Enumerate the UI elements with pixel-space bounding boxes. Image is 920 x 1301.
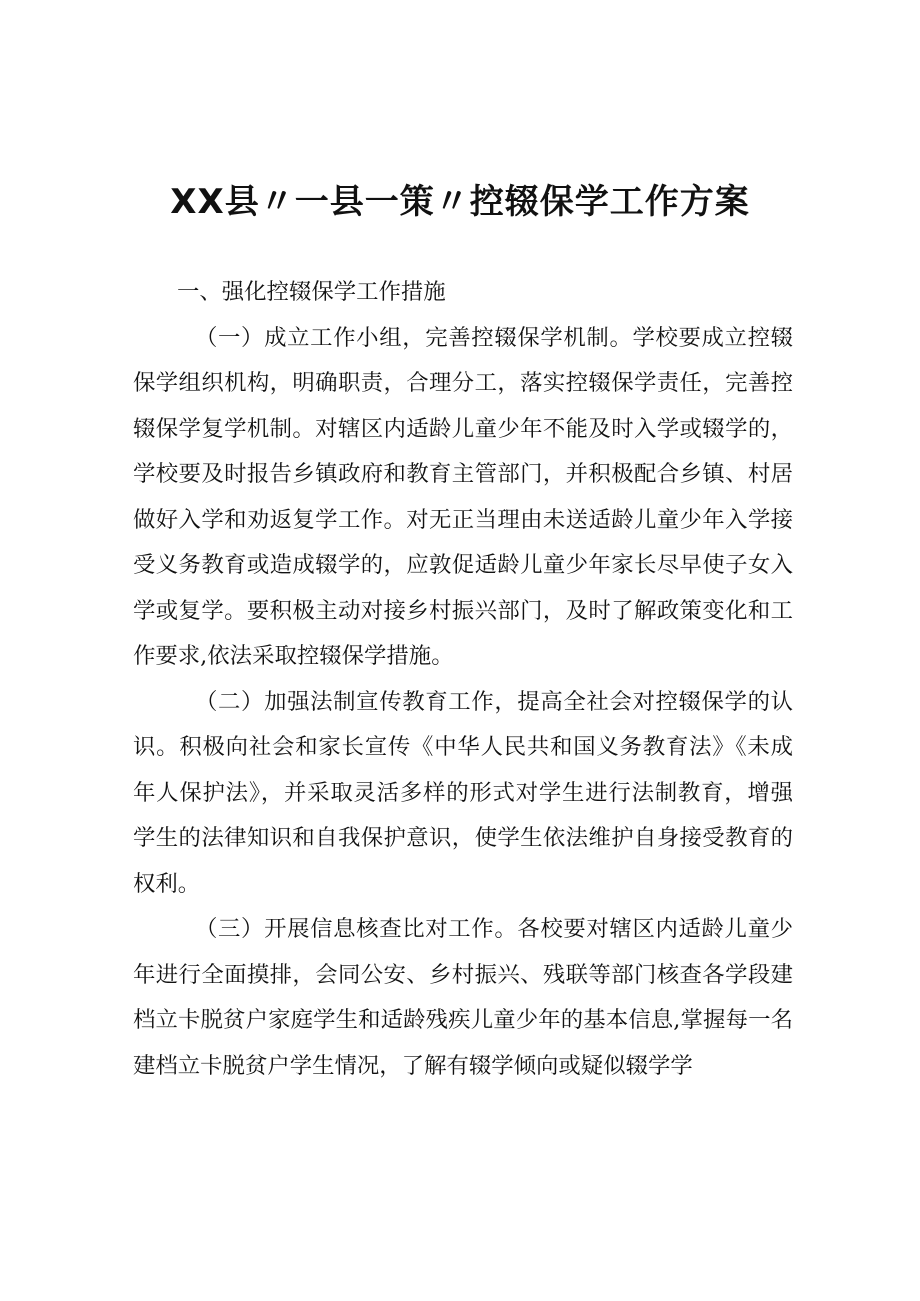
document-body xyxy=(133,270,793,1089)
section-heading: 一、强化控辍保学工作措施 xyxy=(177,279,446,305)
paragraph-3: （三）开展信息核查比对工作。各校要对辖区内适龄儿童少年进行全面摸排，会同公安、乡村振兴、残联等部门核查各学段建档立卡脱贫户家庭学生和适龄残疾儿童少年的基本信息,掌握每一名建档立卡脱贫户学生情况，了解有辍学倾向或疑似辍学学 xyxy=(133,916,793,1079)
paragraph-2: （二）加强法制宣传教育工作，提高全社会对控辍保学的认识。积极向社会和家长宣传《中华人民共和国义务教育法》《未成年人保护法》，并采取灵活多样的形式对学生进行法制教育，增强学生的法律知识和自我保护意识，使学生依法维护自身接受教育的权利。 xyxy=(133,688,793,897)
paragraph-1: （一）成立工作小组，完善控辍保学机制。学校要成立控辍保学组织机构，明确职责，合理分工，落实控辍保学责任，完善控辍保学复学机制。对辖区内适龄儿童少年不能及时入学或辍学的，学校要及时报告乡镇政府和教育主管部门，并积极配合乡镇、村居做好入学和劝返复学工作。对无正当理由未送适龄儿童少年入学接受义务教育或造成辍学的，应敦促适龄儿童少年家长尽早使子女入学或复学。要积极主动对接乡村振兴部门，及时了解政策变化和工作要求,依法采取控辍保学措施。 xyxy=(133,324,793,669)
document-title: XX县〃一县一策〃控辍保学工作方案 xyxy=(170,182,750,222)
